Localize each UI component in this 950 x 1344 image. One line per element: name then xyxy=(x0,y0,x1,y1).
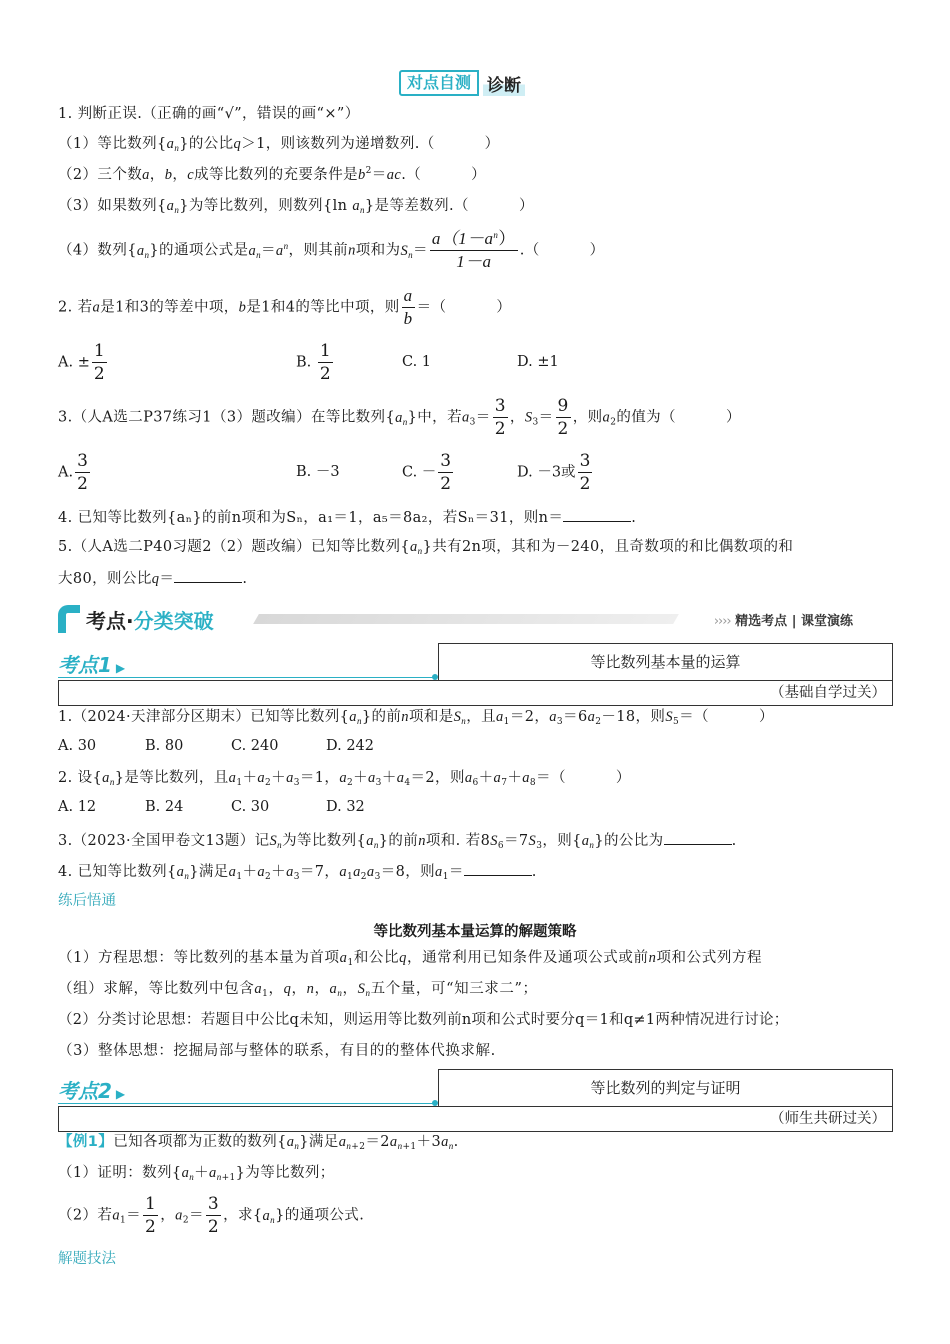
kd1-q1-option-d[interactable]: D. 242 xyxy=(326,738,375,754)
strategy-title: 等比数列基本量运算的解题策略 xyxy=(373,924,577,940)
kd1-q2-option-b[interactable]: B. 24 xyxy=(145,799,184,815)
kaodian-2-tag: 考点2 ▶ xyxy=(58,1079,126,1103)
example-1-stem: 【例1】已知各项都为正数的数列$\{a_n\}$满足$a_{n+2}=2a_{n+1}+3a_n$. xyxy=(58,1134,459,1152)
self-test-q1-3: （3）如果数列$\{a_n\}$为等比数列，则数列{ln $a_n$}是等差数列.（ ） xyxy=(58,198,534,215)
answer-blank[interactable] xyxy=(664,830,732,845)
kd1-q2-option-c[interactable]: C. 30 xyxy=(231,799,270,815)
strategy-line-3: （2）分类讨论思想：若题目中公比q未知，则运用等比数列前n项和公式时要分q＝1和q≠1两种情况进行讨论； xyxy=(58,1012,789,1028)
kaodian-1-tag: 考点1 ▶ xyxy=(58,653,126,677)
example-1-part-1: （1）证明：数列$\{a_n+a_{n+1}\}$为等比数列； xyxy=(58,1165,335,1183)
sum-formula-fraction: $\frac{a(1-a^n)}{1-a}$ xyxy=(431,229,516,271)
badge-label: 对点自测 xyxy=(399,70,479,96)
answer-blank[interactable] xyxy=(464,861,532,876)
badge-tail: 诊断 xyxy=(483,71,525,96)
self-test-q1-4: （4）数列$\{a_n\}$的通项公式是$a_n=a^n$，则其前n项和为$S_n=$ $\frac{a(1-a^n)}{1-a}$ .（ ） xyxy=(58,229,605,271)
self-test-q2: 2. 若a是1和3的等差中项，b是1和4的等比中项，则 $\frac{a}{b}$ ＝（ ） xyxy=(58,286,512,328)
self-test-q1-2: （2）三个数a，b，c成等比数列的充要条件是$b^2=ac$.（ ） xyxy=(58,166,487,183)
answer-blank[interactable] xyxy=(174,568,242,583)
kd1-q2-option-d[interactable]: D. 32 xyxy=(326,799,365,815)
kaodian-2-title: 等比数列的判定与证明 xyxy=(438,1069,893,1107)
q3-option-c[interactable]: C. － $\frac{3}{2}$ xyxy=(402,451,452,494)
section-banner xyxy=(58,604,893,634)
answer-blank[interactable] xyxy=(563,507,631,522)
kaodian-2-header xyxy=(58,1069,893,1131)
kd1-q1-option-b[interactable]: B. 80 xyxy=(145,738,184,754)
self-test-q1: 1. 判断正误.（正确的画“√”，错误的画“×”） xyxy=(58,106,360,122)
kd1-q1-option-a[interactable]: A. 30 xyxy=(58,738,97,754)
self-test-q5: 5.（人A选二P40习题2（2）题改编）已知等比数列$\{a_n\}$共有2n项，其和为－240，且奇数项的和比偶数项的和 xyxy=(58,539,794,556)
self-test-q5-cont: 大80，则公比q＝ . xyxy=(58,568,892,589)
strategy-line-4: （3）整体思想：挖掘局部与整体的联系，有目的的整体代换求解. xyxy=(58,1043,496,1059)
q3-option-b[interactable]: B. －3 xyxy=(296,464,340,480)
kaodian-1-note: （基础自学过关） xyxy=(58,680,893,706)
q2-option-a[interactable]: A. ± $\frac{1}{2}$ xyxy=(58,341,105,384)
banner-stripe xyxy=(253,614,679,624)
banner-right: ›››› 精选考点 | 课堂演练 xyxy=(713,614,853,629)
strategy-line-2: （组）求解，等比数列中包含$a_1$，q，n，$a_n$，$S_n$五个量，可“知三求二”； xyxy=(58,981,538,999)
q2-option-b[interactable]: B. $\frac{1}{2}$ xyxy=(296,341,331,384)
kd1-q2: 2. 设$\{a_n\}$是等比数列，且$a_1+a_2+a_3=1$，$a_2+a_3+a_4=2$，则$a_6+a_7+a_8=$（ ） xyxy=(58,770,631,788)
reflect-heading: 练后悟通 xyxy=(58,893,116,909)
self-test-q4: 4. 已知等比数列{aₙ}的前n项和为Sₙ，a₁＝1，a₅＝8a₂，若Sₙ＝31，则n＝ . xyxy=(58,507,892,528)
q3-option-a[interactable]: A. $\frac{3}{2}$ xyxy=(58,451,88,494)
example-1-part-2: （2）若$a_1=$ $\frac{1}{2}$ ，$a_2=$ $\frac{3}{2}$ ，求$\{a_n\}$的通项公式. xyxy=(58,1194,365,1237)
example-1-label: 【例1】 xyxy=(58,1134,114,1150)
technique-heading: 解题技法 xyxy=(58,1251,116,1267)
kaodian-2-note: （师生共研过关） xyxy=(58,1106,893,1132)
q3-option-d[interactable]: D. －3或 $\frac{3}{2}$ xyxy=(517,451,591,494)
strategy-line-1: （1）方程思想：等比数列的基本量为首项$a_1$和公比q，通常利用已知条件及通项公式或前n项和公式列方程 xyxy=(58,950,763,968)
self-test-badge xyxy=(399,70,525,96)
q2-option-c[interactable]: C. 1 xyxy=(402,354,432,370)
self-test-q1-1: （1）等比数列$\{a_n\}$的公比q＞1，则该数列为递增数列.（ ） xyxy=(58,136,500,153)
kd1-q2-option-a[interactable]: A. 12 xyxy=(58,799,97,815)
kaodian-1-header xyxy=(58,643,893,705)
kd1-q1: 1.（2024·天津部分区期末）已知等比数列$\{a_n\}$的前n项和是$S_n$，且$a_1=2$，$a_3=6a_2-18$，则$S_5=$（ ） xyxy=(58,709,774,727)
kaodian-1-title: 等比数列基本量的运算 xyxy=(438,643,893,681)
banner-title: 考点·分类突破 xyxy=(86,608,214,633)
kd1-q4: 4. 已知等比数列$\{a_n\}$满足$a_1+a_2+a_3=7$，$a_1a_2a_3=8$，则$a_1=$ . xyxy=(58,861,892,882)
kd1-q3: 3.（2023·全国甲卷文13题）记$S_n$为等比数列$\{a_n\}$的前n项和. 若$8S_6=7S_3$，则$\{a_n\}$的公比为 . xyxy=(58,830,892,851)
kd1-q1-option-c[interactable]: C. 240 xyxy=(231,738,279,754)
q2-option-d[interactable]: D. ±1 xyxy=(517,354,559,370)
banner-mark-icon xyxy=(58,605,80,633)
self-test-q3: 3.（人A选二P37练习1（3）题改编）在等比数列$\{a_n\}$中，若$a_3=$ $\frac{3}{2}$ ，$S_3=$ $\frac{9}{2}$ ，则$a_2$的值为（ ） xyxy=(58,396,741,439)
